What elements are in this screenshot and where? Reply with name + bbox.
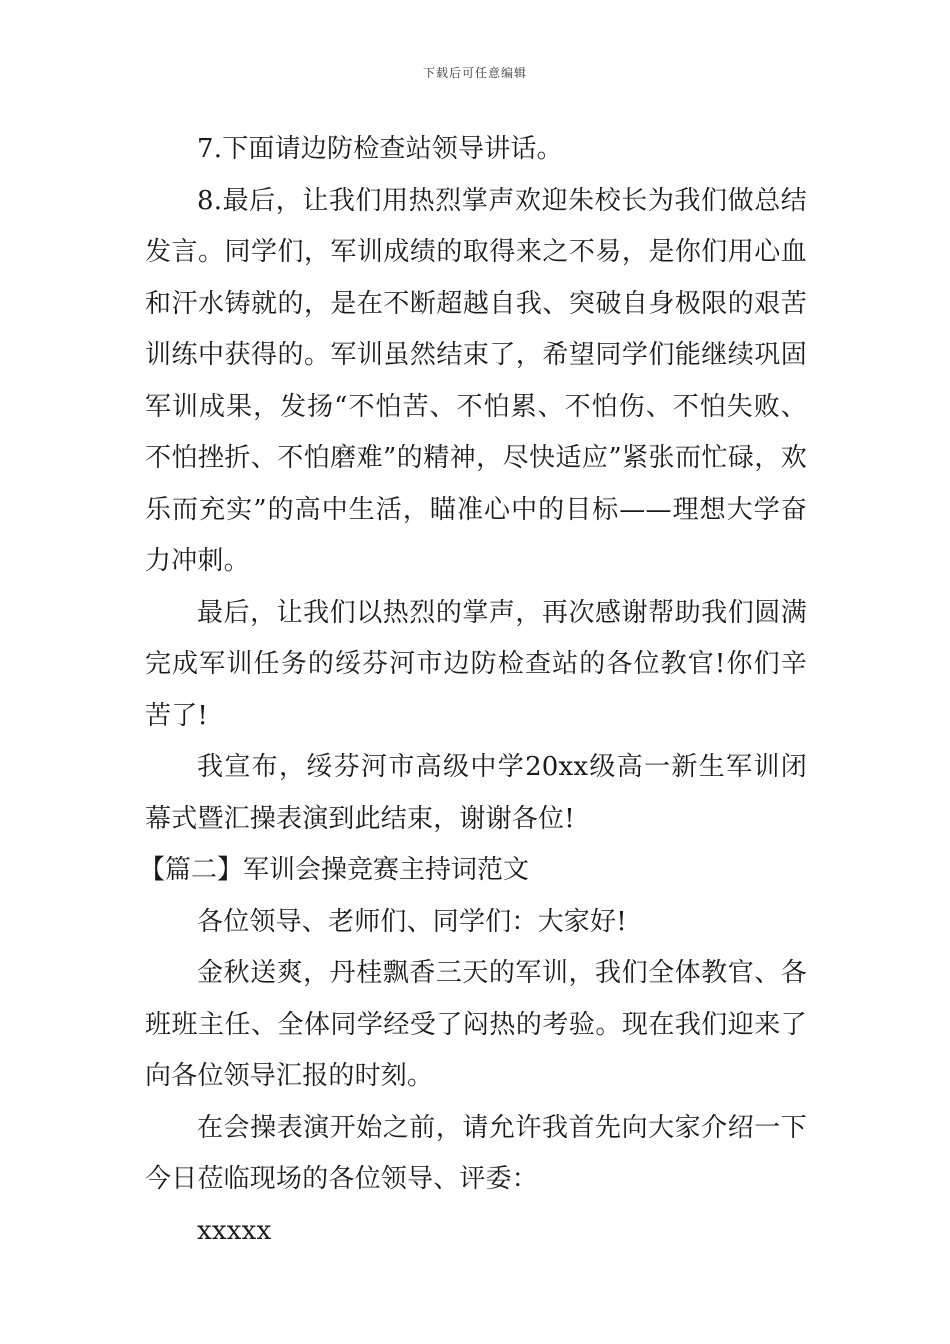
paragraph-item-7: 7.下面请边防检查站领导讲话。 bbox=[197, 134, 563, 164]
paragraph-closing-announcement: 我宣布，绥芬河市高级中学20xx级高一新生军训闭幕式暨汇操表演到此结束，谢谢各位! bbox=[145, 752, 807, 834]
paragraph-item-8: 8.最后，让我们用热烈掌声欢迎朱校长为我们做总结发言。同学们，军训成绩的取得来之不易，是你们用心血和汗水铸就的，是在不断超越自我、突破自身极限的艰苦训练中获得的。军训虽然结束了，希望同学们能继续巩固军训成果，发扬“不怕苦、不怕累、不怕伤、不怕失败、不怕挫折、不怕磨难”的精神，尽快适应”紧张而忙碌，欢乐而充实”的高中生活，瞄准心中的目标——理想大学奋力冲刺。 bbox=[145, 185, 807, 576]
paragraph-closing-thanks: 最后，让我们以热烈的掌声，再次感谢帮助我们圆满完成军训任务的绥芬河市边防检查站的各位教官!你们辛苦了! bbox=[145, 597, 807, 731]
paragraph-introduce-guests: 在会操表演开始之前，请允许我首先向大家介绍一下今日莅临现场的各位领导、评委： bbox=[145, 1112, 807, 1194]
page-header: 下载后可任意编辑 bbox=[422, 66, 527, 80]
section-heading: 【篇二】军训会操竞赛主持词范文 bbox=[139, 855, 530, 885]
paragraph-greeting: 各位领导、老师们、同学们：大家好! bbox=[197, 906, 627, 937]
document-body bbox=[139, 124, 807, 1257]
paragraph-intro: 金秋送爽，丹桂飘香三天的军训，我们全体教官、各班班主任、全体同学经受了闷热的考验。现在我们迎来了向各位领导汇报的时刻。 bbox=[145, 958, 807, 1091]
paragraph-placeholder-names: xxxxx bbox=[197, 1215, 272, 1246]
